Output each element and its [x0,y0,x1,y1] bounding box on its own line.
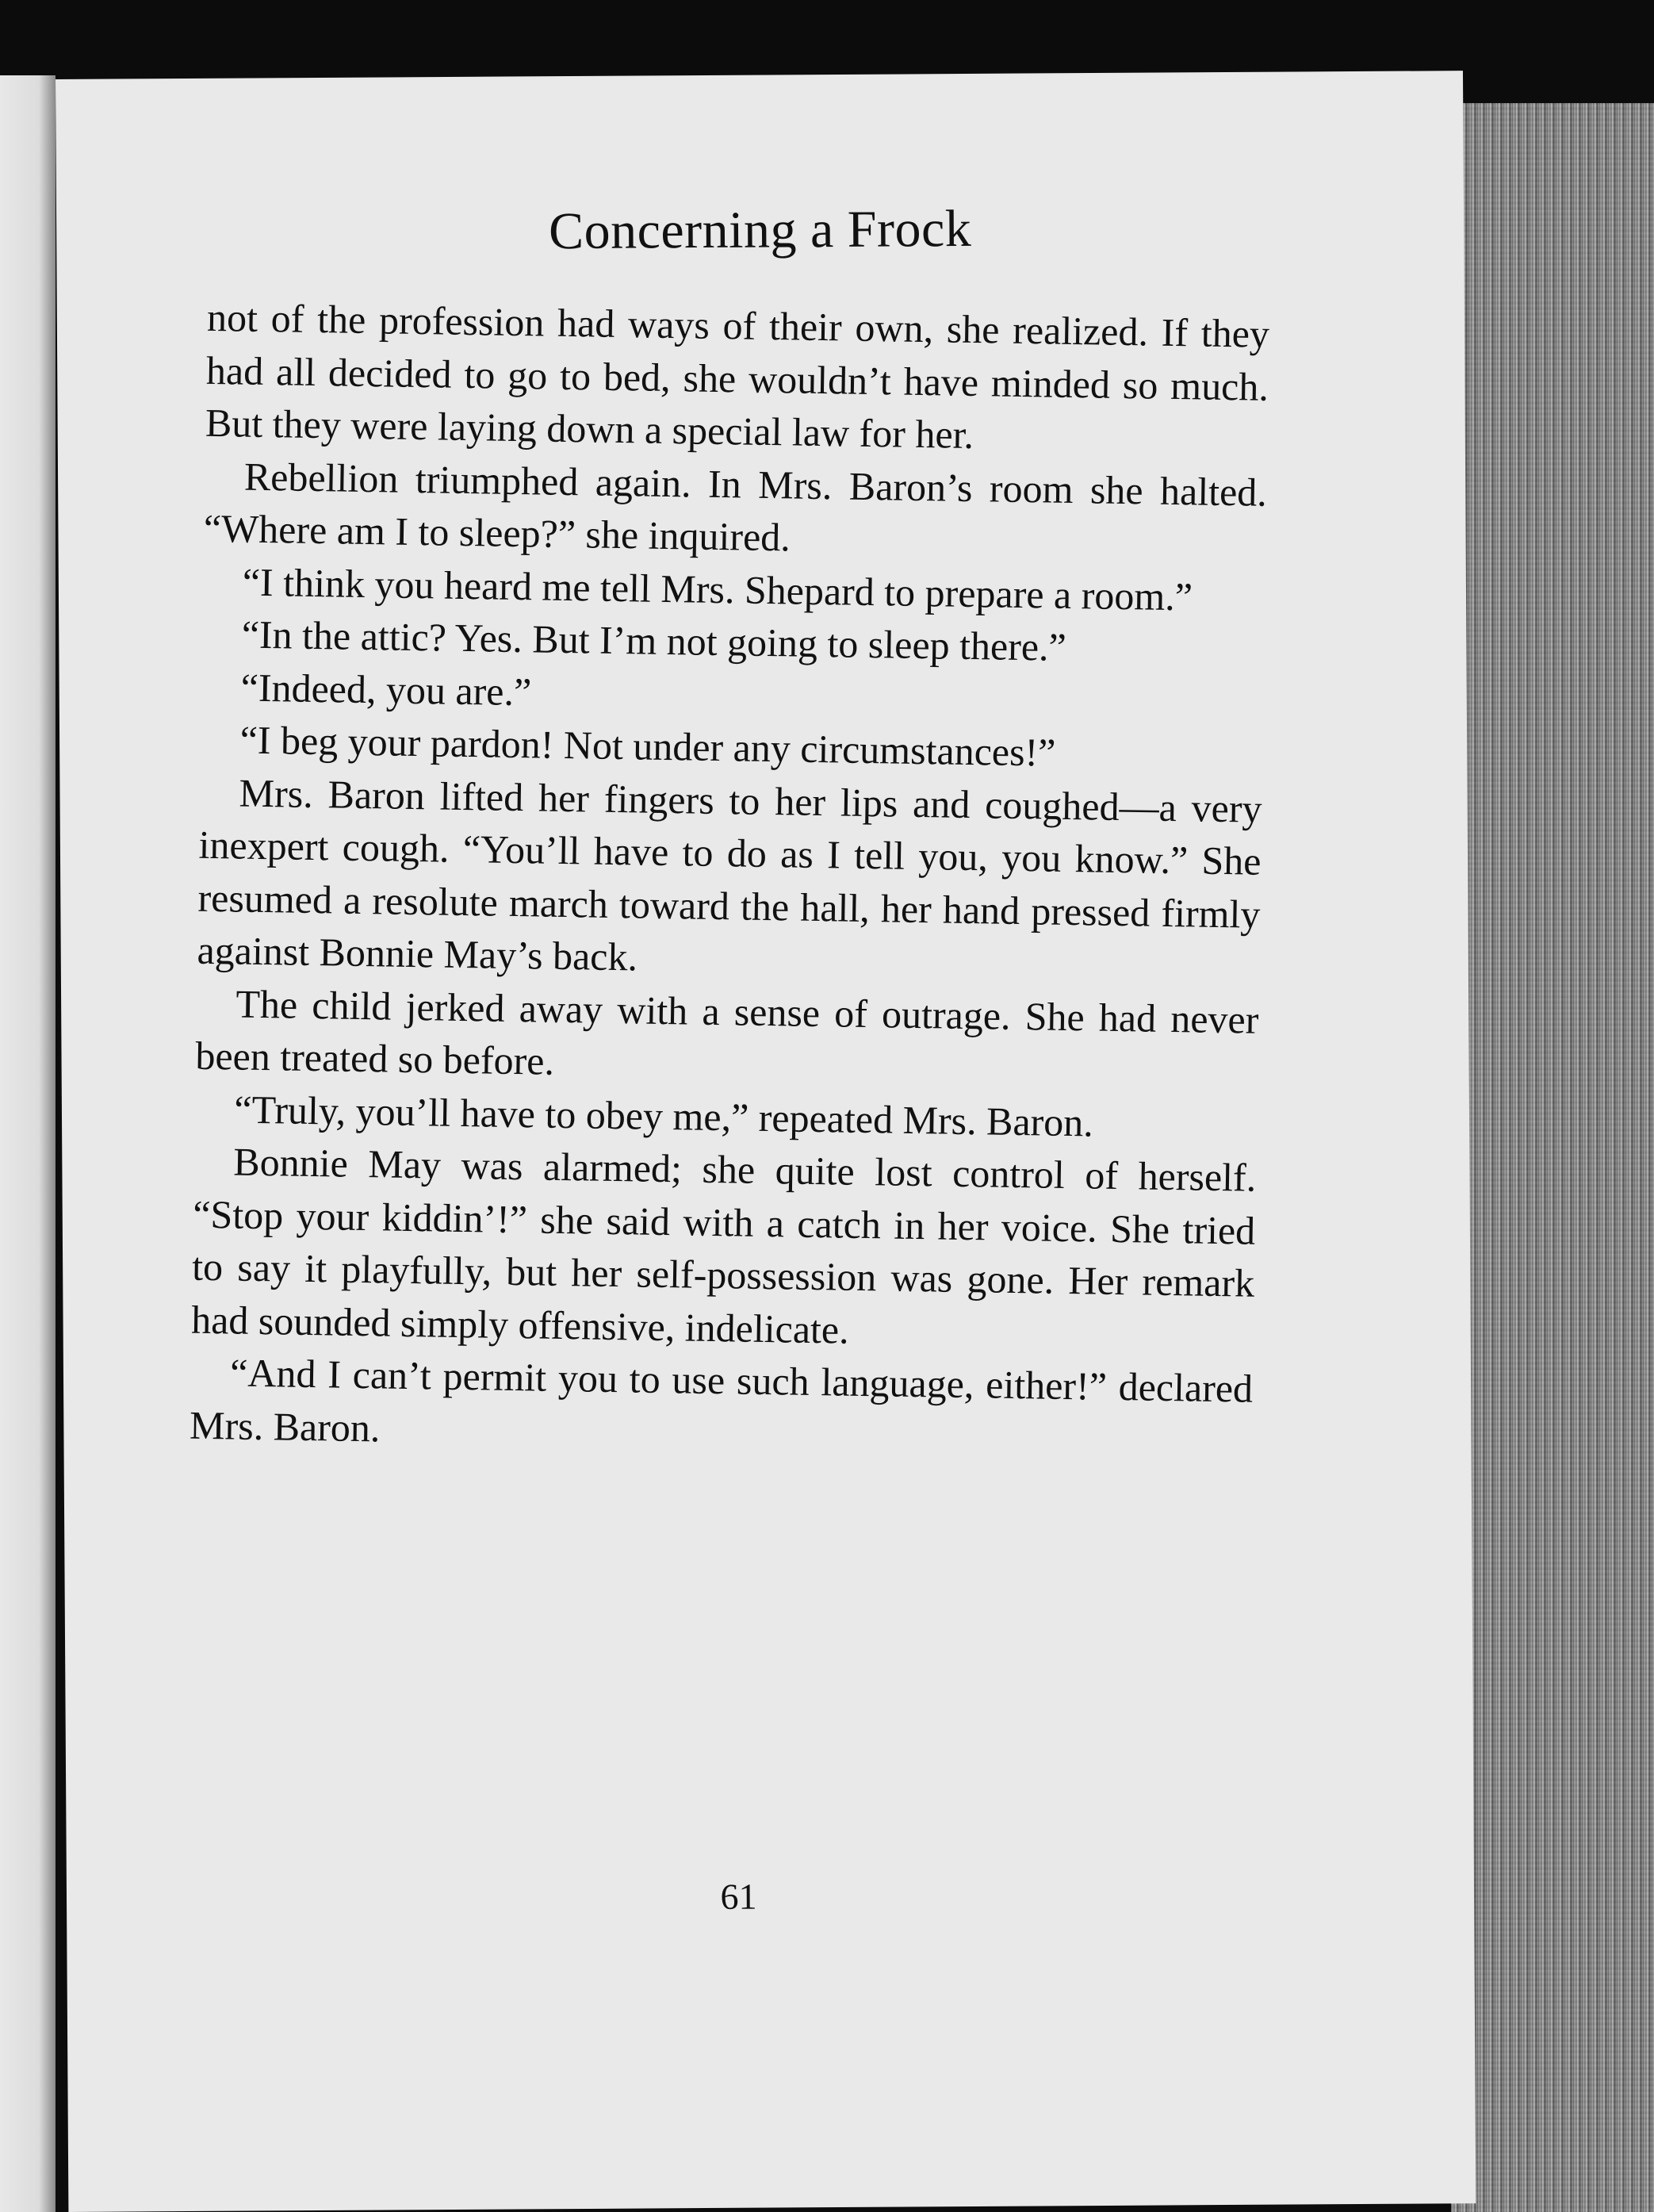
book-page [56,71,1476,2212]
paragraph: Bonnie May was alarmed; she quite lost control of herself. “Stop your kiddin’!” she said with a catch in her voice. She tried to say it playfully, but her self-possession was gone. Her remark had sounded simply offensive, indelicate. [190,1139,1257,1352]
paragraph: Rebellion triumphed again. In Mrs. Baron’s room she halted. “Where am I to sleep?” she inquired. [203,454,1268,560]
paragraph: The child jerked away with a sense of outrage. She had never been treated so before. [195,981,1259,1083]
paragraph: “I beg your pardon! Not under any circumstances!” [239,717,1056,775]
book-page-edges [1451,103,1654,2212]
paragraph: “Truly, you’ll have to obey me,” repeated Mrs. Baron. [234,1086,1094,1145]
paragraph: “And I can’t permit you to use such language, either!” declared Mrs. Baron. [189,1350,1254,1450]
paragraph: “I think you heard me tell Mrs. Shepard to prepare a room.” [242,559,1193,619]
running-head: Concerning a Frock [548,199,972,261]
body-text [190,291,1270,1468]
paragraph: “Indeed, you are.” [240,665,532,714]
page-number: 61 [720,1876,757,1917]
paragraph: Mrs. Baron lifted her fingers to her lips and coughed—a very inexpert cough. “You’ll have to do as I tell you, you know.” She resumed a resolute march toward the hall, her hand pressed firmly against Bonnie May’s back. [197,770,1262,979]
paragraph: not of the profession had ways of their own, she realized. If they had all decided to go to bed, she wouldn’t have minded so much. But they were laying down a special law for her. [205,294,1270,458]
paragraph: “In the attic? Yes. But I’m not going to sleep there.” [241,611,1067,669]
